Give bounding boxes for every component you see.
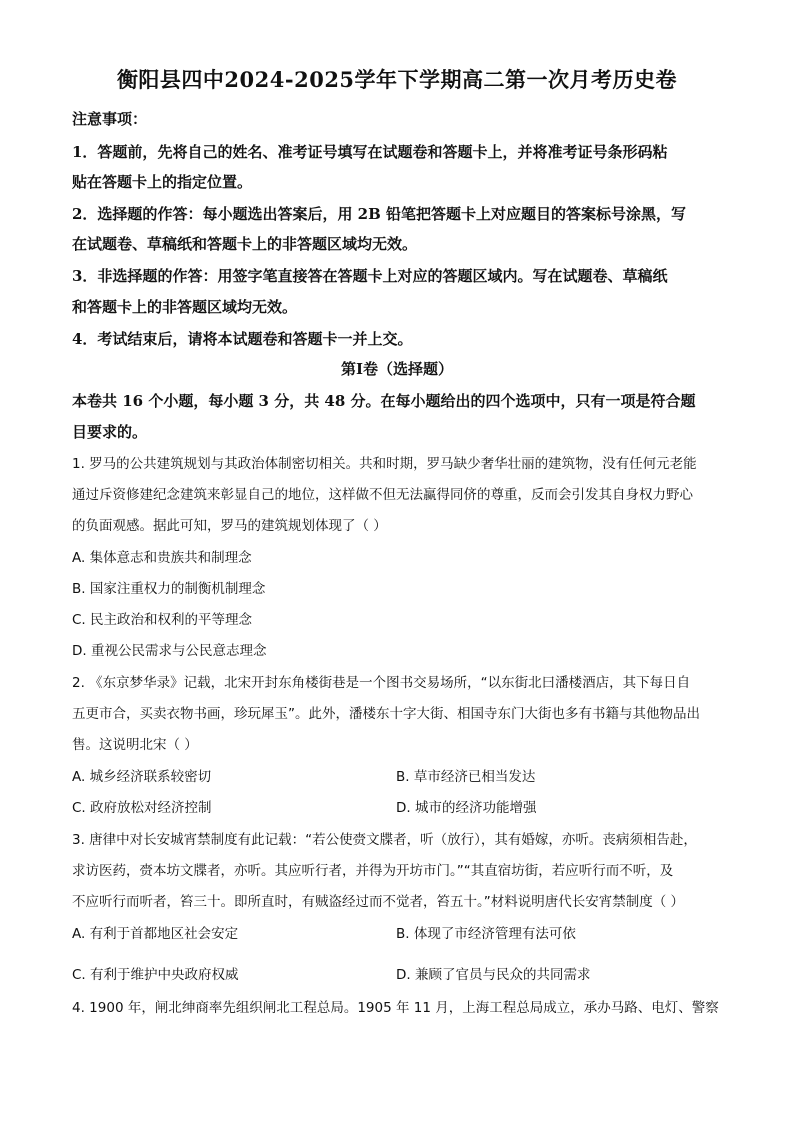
question-stem-line: 售。这说明北宋（ ）: [72, 737, 198, 753]
notice-line: 2．选择题的作答：每小题选出答案后，用 2B 铅笔把答题卡上对应题目的答案标号涂黑，写: [72, 205, 687, 223]
question-stem-line: 通过斥资修建纪念建筑来彰显自己的地位，这样做不但无法赢得同侪的尊重，反而会引发其自身权力野心: [72, 487, 693, 503]
section-title: 第Ⅰ卷（选择题）: [340, 360, 454, 378]
question-3-option-d[interactable]: D. 兼顾了官员与民众的共同需求: [396, 967, 591, 983]
question-2-option-b[interactable]: B. 草市经济已相当发达: [396, 769, 536, 785]
notice-line: 3．非选择题的作答：用签字笔直接答在答题卡上对应的答题区域内。写在试题卷、草稿纸: [72, 267, 668, 285]
notice-line: 1．答题前，先将自己的姓名、准考证号填写在试题卷和答题卡上，并将准考证号条形码粘: [72, 143, 668, 161]
question-1-option-b[interactable]: B. 国家注重权力的制衡机制理念: [72, 581, 266, 597]
question-stem-line: 不应听行而听者，笞三十。即所直时，有贼盗经过而不觉者，笞五十。”材料说明唐代长安宵禁制度（ ）: [72, 894, 685, 910]
question-stem-line: 的负面观感。据此可知，罗马的建筑规划体现了（ ）: [72, 518, 387, 534]
question-1-option-a[interactable]: A. 集体意志和贵族共和制理念: [72, 550, 252, 566]
question-stem-line: 五更市合，买卖衣物书画，珍玩犀玉”。此外，潘楼东十字大街、相国寺东门大街也多有书籍与其他物品出: [72, 706, 700, 722]
question-3-option-a[interactable]: A. 有利于首都地区社会安定: [72, 926, 239, 942]
question-1-option-d[interactable]: D. 重视公民需求与公民意志理念: [72, 643, 267, 659]
question-2-option-a[interactable]: A. 城乡经济联系较密切: [72, 769, 212, 785]
notice-line: 和答题卡上的非答题区域均无效。: [72, 298, 298, 316]
notice-line: 在试题卷、草稿纸和答题卡上的非答题区域均无效。: [72, 235, 418, 253]
question-stem-line: 2. 《东京梦华录》记载，北宋开封东角楼街巷是一个图书交易场所，“以东街北曰潘楼酒店，其下每日自: [72, 675, 691, 691]
question-stem-line: 1. 罗马的公共建筑规划与其政治体制密切相关。共和时期，罗马缺少奢华壮丽的建筑物，没有任何元老能: [72, 456, 697, 472]
notice-heading: 注意事项：: [72, 110, 148, 128]
question-stem-line: 3. 唐律中对长安城宵禁制度有此记载：“若公使赍文牒者，听（放行），其有婚嫁，亦听。丧病须相告赴，: [72, 832, 697, 848]
notice-line: 贴在答题卡上的指定位置。: [72, 173, 253, 191]
question-stem-line: 4. 1900 年，闸北绅商率先组织闸北工程总局。1905 年 11 月，上海工程总局成立，承办马路、电灯、警察: [72, 1000, 719, 1016]
question-1-option-c[interactable]: C. 民主政治和权利的平等理念: [72, 612, 253, 628]
question-3-option-c[interactable]: C. 有利于维护中央政府权威: [72, 967, 239, 983]
notice-line: 4．考试结束后，请将本试题卷和答题卡一并上交。: [72, 330, 413, 348]
question-2-option-c[interactable]: C. 政府放松对经济控制: [72, 800, 212, 816]
question-stem-line: 求访医药，赍本坊文牒者，亦听。其应听行者，并得为开坊市门。”“其直宿坊街，若应听行而不听，及: [72, 863, 674, 879]
section-intro-line: 目要求的。: [72, 423, 148, 441]
question-2-option-d[interactable]: D. 城市的经济功能增强: [396, 800, 537, 816]
question-3-option-b[interactable]: B. 体现了市经济管理有法可依: [396, 926, 576, 942]
exam-title: 衡阳县四中2024-2025学年下学期高二第一次月考历史卷: [116, 67, 678, 92]
section-intro-line: 本卷共 16 个小题，每小题 3 分，共 48 分。在每小题给出的四个选项中，只有一项是符合题: [72, 392, 696, 410]
